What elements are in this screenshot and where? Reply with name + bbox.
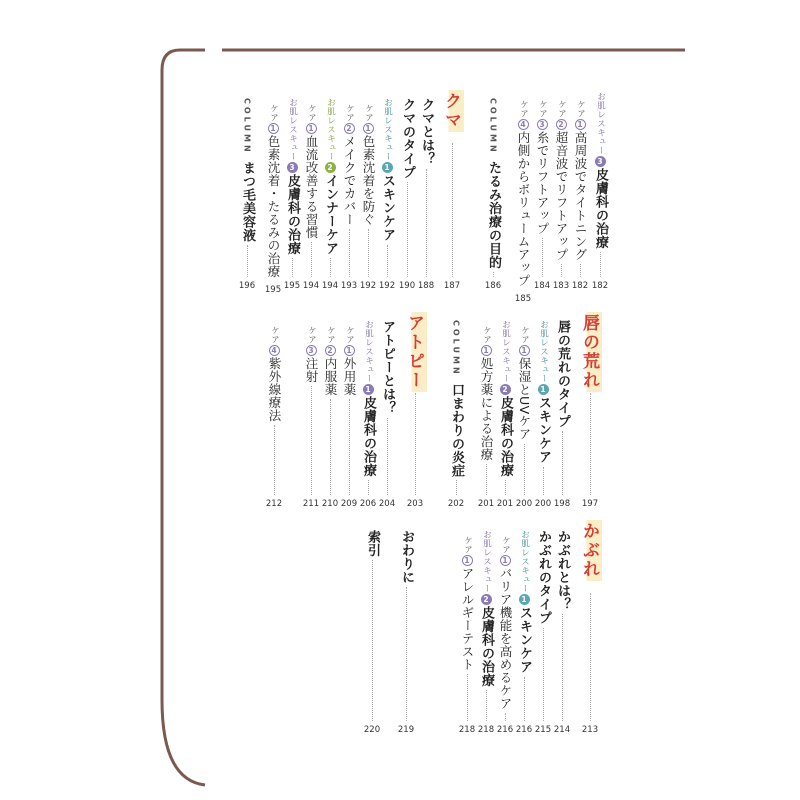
- toc-entry[interactable]: [320, 98, 340, 292]
- entry-badge: 1: [382, 162, 393, 173]
- toc-entry[interactable]: [532, 100, 552, 292]
- entry-title: アトピーとは？: [380, 320, 395, 415]
- entry-badge: 1: [481, 345, 492, 356]
- page-number: 202: [447, 499, 465, 509]
- toc-entry[interactable]: [301, 326, 321, 510]
- entry-title: メイクでカバー: [342, 135, 357, 226]
- entry-title: スキンケア: [536, 396, 551, 464]
- entry-title: 処方薬による治療: [479, 357, 494, 461]
- toc-entry[interactable]: [570, 100, 590, 292]
- entry-prefix: お肌レスキュー: [595, 92, 606, 155]
- entry-prefix: ケア: [556, 100, 567, 118]
- entry-prefix: ケア: [269, 326, 280, 344]
- entry-title: クマとは？: [419, 98, 434, 166]
- entry-badge: 1: [344, 345, 355, 356]
- entry-title: 注射: [304, 357, 319, 383]
- leader-dots: [505, 480, 506, 495]
- page-number: 186: [484, 281, 502, 291]
- toc-entry[interactable]: [339, 326, 359, 510]
- leader-dots: [426, 169, 427, 278]
- toc-entry[interactable]: [551, 100, 571, 292]
- entry-prefix: お肌レスキュー: [325, 98, 336, 161]
- entry-title: 色素沈着・たるみの治療: [266, 135, 281, 278]
- toc-entry[interactable]: [457, 536, 477, 736]
- page-number: 220: [363, 725, 381, 735]
- toc-entry[interactable]: [282, 98, 302, 292]
- entry-badge: 3: [287, 162, 298, 173]
- toc-entry[interactable]: [396, 530, 416, 736]
- entry-badge: 2: [325, 162, 336, 173]
- entry-title: 保湿とUVケア: [517, 357, 532, 441]
- page-number: 209: [340, 499, 358, 509]
- page-number: 192: [378, 281, 396, 291]
- entry-title: 皮膚科の治療: [498, 396, 513, 477]
- entry-prefix: ケア: [344, 326, 355, 344]
- entry-badge: 1: [519, 594, 530, 605]
- toc-entry[interactable]: [533, 530, 553, 736]
- entry-badge: 3: [537, 119, 548, 130]
- entry-badge: 2: [500, 384, 511, 395]
- leader-dots: [524, 444, 525, 495]
- leader-dots: [349, 229, 350, 277]
- page-number: 201: [496, 499, 514, 509]
- page-number: 192: [359, 281, 377, 291]
- page-number: 219: [397, 725, 415, 735]
- entry-prefix: ケア: [306, 104, 317, 122]
- entry-prefix: お肌レスキュー: [500, 320, 511, 383]
- toc-entry[interactable]: [476, 326, 496, 510]
- toc-entry[interactable]: [476, 530, 496, 736]
- entry-prefix: ケア: [481, 326, 492, 344]
- entry-prefix: ケア: [306, 326, 317, 344]
- entry-title: おわりに: [399, 530, 414, 584]
- leader-dots: [372, 560, 373, 721]
- entry-title: 超音波でリフトアップ: [554, 131, 569, 261]
- entry-title: クマのタイプ: [400, 98, 415, 179]
- entry-title: スキンケア: [380, 174, 395, 242]
- page-number: 203: [406, 499, 424, 509]
- toc-entry[interactable]: [264, 326, 284, 510]
- leader-dots: [452, 143, 453, 277]
- section-heading[interactable]: クマ: [440, 90, 464, 132]
- entry-title: 皮膚科の治療: [285, 174, 300, 255]
- leader-dots: [456, 480, 457, 495]
- entry-title: 紫外線療法: [267, 357, 282, 422]
- column-tag: COLUMN: [451, 320, 461, 377]
- entry-prefix: ケア: [519, 326, 530, 344]
- leader-dots: [543, 467, 544, 496]
- leader-dots: [387, 245, 388, 278]
- entry-prefix: お肌レスキュー: [287, 98, 298, 161]
- entry-badge: 1: [519, 345, 530, 356]
- toc-entry-column[interactable]: [446, 320, 466, 510]
- page-number: 182: [591, 281, 609, 291]
- toc-entry[interactable]: [320, 326, 340, 510]
- leader-dots: [486, 464, 487, 495]
- entry-title: 高周波でタイトニング: [573, 131, 588, 261]
- entry-title: かぶれのタイプ: [536, 530, 551, 625]
- leader-dots: [524, 677, 525, 722]
- page-number: 195: [264, 285, 282, 295]
- page-number: 183: [552, 281, 570, 291]
- toc-entry[interactable]: [358, 320, 378, 510]
- entry-badge: 2: [344, 123, 355, 134]
- entry-title: 索引: [365, 530, 380, 557]
- toc-entry[interactable]: [377, 98, 397, 292]
- entry-prefix: ケア: [325, 326, 336, 344]
- entry-badge: 1: [575, 119, 586, 130]
- entry-prefix: お肌レスキュー: [363, 320, 374, 383]
- leader-dots: [467, 674, 468, 721]
- leader-dots: [311, 386, 312, 495]
- entry-badge: 2: [325, 345, 336, 356]
- entry-title: 内服薬: [323, 357, 338, 396]
- page-number: 198: [553, 499, 571, 509]
- entry-badge: 1: [268, 123, 279, 134]
- page-number: 214: [553, 725, 571, 735]
- entry-badge: 4: [518, 119, 529, 130]
- toc-entry[interactable]: [416, 98, 436, 292]
- page-number: 211: [302, 499, 320, 509]
- section-heading[interactable]: 唇の荒れ: [578, 312, 602, 392]
- entry-title: 糸でリフトアップ: [535, 131, 550, 235]
- leader-dots: [349, 399, 350, 495]
- page-number: 216: [496, 725, 514, 735]
- page-number: 218: [458, 725, 476, 735]
- toc-entry[interactable]: [533, 320, 553, 510]
- section-heading[interactable]: アトピー: [403, 312, 427, 392]
- entry-badge: 1: [500, 555, 511, 566]
- toc-entry[interactable]: [513, 100, 533, 304]
- leader-dots: [406, 587, 407, 721]
- entry-title: 皮膚科の治療: [593, 168, 608, 249]
- entry-prefix: お肌レスキュー: [481, 530, 492, 593]
- entry-title: スキンケア: [517, 606, 532, 674]
- toc-entry[interactable]: [362, 530, 382, 736]
- toc-entry[interactable]: [301, 104, 321, 292]
- leader-dots: [542, 238, 543, 277]
- leader-dots: [292, 258, 293, 277]
- leader-dots: [580, 264, 581, 277]
- page-number: 184: [533, 281, 551, 291]
- entry-badge: 3: [595, 156, 606, 167]
- page-number: 216: [515, 725, 533, 735]
- toc-entry[interactable]: [552, 320, 572, 510]
- entry-prefix: ケア: [268, 104, 279, 122]
- entry-prefix: ケア: [344, 104, 355, 122]
- page-number: 201: [477, 499, 495, 509]
- entry-title: 皮膚科の治療: [479, 606, 494, 687]
- entry-badge: 1: [363, 123, 374, 134]
- entry-title: 色素沈着を防ぐ: [361, 135, 376, 226]
- toc-entry[interactable]: [495, 536, 515, 736]
- page-number: 206: [359, 499, 377, 509]
- entry-title: インナーケア: [323, 174, 338, 255]
- leader-dots: [493, 272, 494, 277]
- section-leader: [405, 390, 425, 510]
- page-number: 210: [321, 499, 339, 509]
- leader-dots: [415, 393, 416, 495]
- entry-prefix: お肌レスキュー: [519, 530, 530, 593]
- entry-title: まつ毛美容液: [240, 160, 255, 242]
- toc-entry[interactable]: [397, 98, 417, 292]
- toc-entry-column[interactable]: [483, 98, 503, 292]
- toc-entry[interactable]: [263, 104, 283, 295]
- entry-prefix: ケア: [518, 100, 529, 118]
- toc-entry[interactable]: [495, 320, 515, 510]
- leader-dots: [368, 480, 369, 495]
- entry-badge: 2: [481, 594, 492, 605]
- leader-dots: [562, 614, 563, 721]
- section-leader: [442, 140, 462, 292]
- leader-dots: [247, 245, 248, 277]
- entry-prefix: お肌レスキュー: [538, 320, 549, 383]
- entry-badge: 2: [556, 119, 567, 130]
- entry-badge: 4: [269, 345, 280, 356]
- page-number: 194: [302, 281, 320, 291]
- page-number: 195: [283, 281, 301, 291]
- page-number: 185: [514, 294, 532, 304]
- page-number: 193: [340, 281, 358, 291]
- leader-dots: [274, 425, 275, 495]
- page-number: 213: [581, 725, 599, 735]
- entry-title: 皮膚科の治療: [361, 396, 376, 477]
- entry-prefix: ケア: [462, 536, 473, 554]
- entry-title: 血流改善する習慣: [304, 135, 319, 239]
- entry-title: 内側からボリュームアップ: [516, 131, 531, 287]
- page-number: 196: [238, 281, 256, 291]
- leader-dots: [505, 713, 506, 721]
- frame-border: [162, 50, 205, 785]
- leader-dots: [311, 242, 312, 277]
- page-number: 188: [417, 281, 435, 291]
- toc-entry-column[interactable]: [237, 98, 257, 292]
- entry-badge: 3: [306, 345, 317, 356]
- page-number: 187: [443, 281, 461, 291]
- leader-dots: [387, 418, 388, 496]
- entry-title: バリア機能を高めるケア: [498, 567, 513, 710]
- page-number: 197: [581, 499, 599, 509]
- entry-prefix: ケア: [500, 536, 511, 554]
- toc-entry[interactable]: [552, 530, 572, 736]
- entry-badge: 1: [306, 123, 317, 134]
- entry-badge: 1: [462, 555, 473, 566]
- entry-badge: 1: [363, 384, 374, 395]
- leader-dots: [330, 399, 331, 495]
- toc-entry[interactable]: [377, 320, 397, 510]
- entry-prefix: お肌レスキュー: [382, 98, 393, 161]
- leader-dots: [590, 593, 591, 721]
- page-number: 200: [515, 499, 533, 509]
- leader-dots: [486, 690, 487, 721]
- section-heading[interactable]: かぶれ: [578, 520, 602, 581]
- section-leader: [580, 590, 600, 736]
- column-tag: COLUMN: [488, 98, 498, 155]
- entry-prefix: ケア: [363, 104, 374, 122]
- toc-entry[interactable]: [339, 104, 359, 292]
- page-number: 212: [265, 499, 283, 509]
- toc-entry[interactable]: [514, 530, 534, 736]
- page-number: 200: [534, 499, 552, 509]
- leader-dots: [590, 393, 591, 495]
- page-number: 215: [534, 725, 552, 735]
- leader-dots: [330, 258, 331, 277]
- toc-entry[interactable]: [514, 326, 534, 510]
- toc-entry[interactable]: [590, 92, 610, 292]
- entry-title: かぶれとは？: [555, 530, 570, 611]
- leader-dots: [407, 182, 408, 277]
- leader-dots: [368, 229, 369, 277]
- entry-prefix: ケア: [537, 100, 548, 118]
- page-number: 194: [321, 281, 339, 291]
- leader-dots: [561, 264, 562, 277]
- entry-title: 唇の荒れのタイプ: [555, 320, 570, 428]
- entry-title: アレルギーテスト: [460, 567, 475, 671]
- entry-title: たるみ治療の目的: [486, 160, 501, 269]
- entry-prefix: ケア: [575, 100, 586, 118]
- toc-entry[interactable]: [358, 104, 378, 292]
- column-tag: COLUMN: [242, 98, 252, 155]
- section-leader: [580, 390, 600, 510]
- page-number: 204: [378, 499, 396, 509]
- leader-dots: [600, 252, 601, 277]
- entry-badge: 1: [538, 384, 549, 395]
- leader-dots: [543, 628, 544, 722]
- entry-title: 口まわりの炎症: [449, 382, 464, 478]
- page-number: 218: [477, 725, 495, 735]
- leader-dots: [562, 431, 563, 495]
- entry-title: 外用薬: [342, 357, 357, 396]
- page-number: 190: [398, 281, 416, 291]
- page-number: 182: [571, 281, 589, 291]
